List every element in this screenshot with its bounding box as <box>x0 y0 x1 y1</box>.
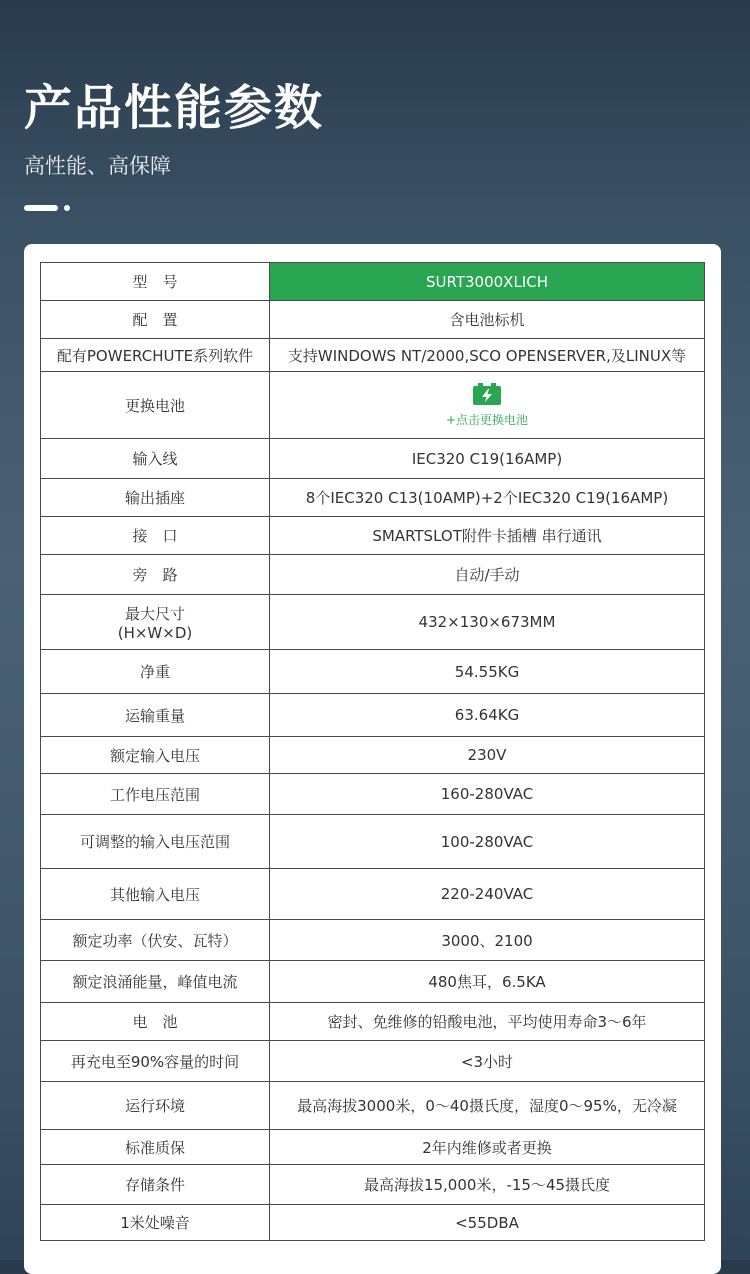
spec-value: 支持WINDOWS NT/2000,SCO OPENSERVER,及LINUX等 <box>270 339 705 372</box>
spec-label: 输入线 <box>41 439 270 479</box>
spec-value: 63.64KG <box>270 694 705 737</box>
spec-label: 接 口 <box>41 517 270 555</box>
table-row <box>41 1130 705 1165</box>
table-row <box>41 1205 705 1241</box>
table-row <box>41 650 705 694</box>
table-row <box>41 339 705 372</box>
spec-value: 3000、2100 <box>270 920 705 961</box>
spec-value: 密封、免维修的铅酸电池，平均使用寿命3～6年 <box>270 1003 705 1041</box>
table-row <box>41 815 705 869</box>
spec-label: 更换电池 <box>41 372 270 439</box>
page-title: 产品性能参数 <box>24 80 325 136</box>
underline-dot <box>64 205 70 211</box>
spec-value: 最高海拔3000米，0～40摄氏度，湿度0～95%，无冷凝 <box>270 1082 705 1130</box>
table-row <box>41 1165 705 1205</box>
table-row <box>41 263 705 301</box>
replace-battery-link[interactable]: +点击更换电池 <box>445 412 529 427</box>
spec-value: IEC320 C19(16AMP) <box>270 439 705 479</box>
spec-label-line: 最大尺寸 <box>124 604 185 623</box>
spec-table <box>40 262 705 1241</box>
spec-label: 输出插座 <box>41 479 270 517</box>
table-row <box>41 694 705 737</box>
table-row <box>41 869 705 920</box>
table-row <box>41 1082 705 1130</box>
model-value: SURT3000XLICH <box>270 263 705 301</box>
spec-label <box>41 595 270 650</box>
spec-label: 配 置 <box>41 301 270 339</box>
spec-value: 最高海拔15,000米，-15～45摄氏度 <box>270 1165 705 1205</box>
spec-label: 型 号 <box>41 263 270 301</box>
spec-label: 电 池 <box>41 1003 270 1041</box>
spec-label: 标准质保 <box>41 1130 270 1165</box>
table-row <box>41 920 705 961</box>
table-row <box>41 301 705 339</box>
spec-card <box>24 244 721 1274</box>
spec-label: 净重 <box>41 650 270 694</box>
spec-label: 额定输入电压 <box>41 737 270 774</box>
spec-value: 220-240VAC <box>270 869 705 920</box>
page-header <box>24 78 324 180</box>
spec-value: 2年内维修或者更换 <box>270 1130 705 1165</box>
table-row <box>41 517 705 555</box>
spec-value: 8个IEC320 C13(10AMP)+2个IEC320 C19(16AMP) <box>270 479 705 517</box>
table-row <box>41 961 705 1003</box>
spec-label: 额定浪涌能量，峰值电流 <box>41 961 270 1003</box>
table-row <box>41 555 705 595</box>
spec-label: 可调整的输入电压范围 <box>41 815 270 869</box>
table-row <box>41 1003 705 1041</box>
spec-label: 再充电至90%容量的时间 <box>41 1041 270 1082</box>
spec-label: 配有POWERCHUTE系列软件 <box>41 339 270 372</box>
spec-value: SMARTSLOT附件卡插槽 串行通讯 <box>270 517 705 555</box>
table-row <box>41 595 705 650</box>
spec-label: 其他输入电压 <box>41 869 270 920</box>
spec-value: 54.55KG <box>270 650 705 694</box>
spec-label: 旁 路 <box>41 555 270 595</box>
table-row <box>41 1041 705 1082</box>
spec-value: 自动/手动 <box>270 555 705 595</box>
table-row <box>41 737 705 774</box>
spec-value: 480焦耳，6.5KA <box>270 961 705 1003</box>
table-row <box>41 774 705 815</box>
spec-value: 160-280VAC <box>270 774 705 815</box>
spec-label: 工作电压范围 <box>41 774 270 815</box>
spec-label-line: (H×W×D) <box>117 623 193 642</box>
spec-value: <3小时 <box>270 1041 705 1082</box>
spec-value: 432×130×673MM <box>270 595 705 650</box>
table-row <box>41 479 705 517</box>
spec-value: 100-280VAC <box>270 815 705 869</box>
table-row <box>41 439 705 479</box>
spec-label: 1米处噪音 <box>41 1205 270 1241</box>
spec-label: 额定功率（伏安、瓦特） <box>41 920 270 961</box>
battery-replace-cell <box>270 372 705 439</box>
underline-bar <box>24 205 58 211</box>
spec-label: 运输重量 <box>41 694 270 737</box>
spec-value: 含电池标机 <box>270 301 705 339</box>
battery-charge-icon[interactable] <box>473 383 501 405</box>
spec-value: 230V <box>270 737 705 774</box>
table-row <box>41 372 705 439</box>
spec-value: <55DBA <box>270 1205 705 1241</box>
spec-label: 存储条件 <box>41 1165 270 1205</box>
spec-label: 运行环境 <box>41 1082 270 1130</box>
page-subtitle: 高性能、高保障 <box>24 154 171 178</box>
